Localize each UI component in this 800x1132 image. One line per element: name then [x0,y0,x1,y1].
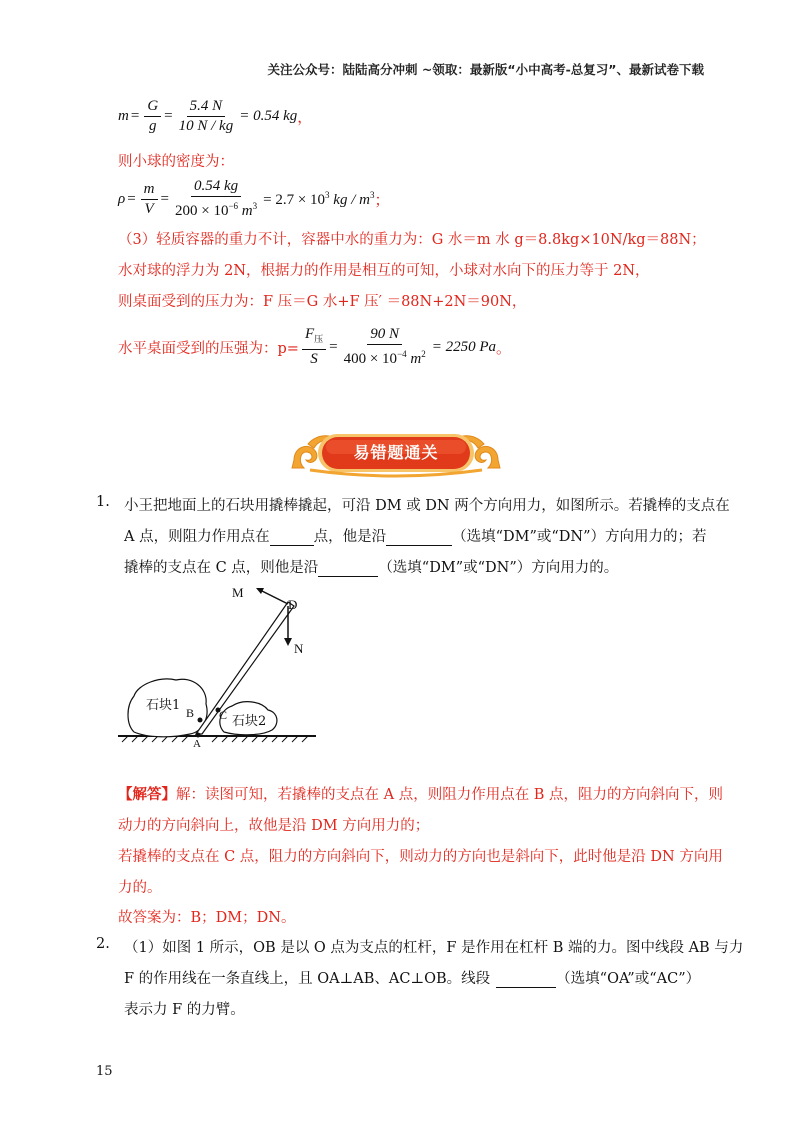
q1-line2: A 点，则阻力作用点在 点，他是沿 （选填“DM”或“DN”）方向用力的；若 [124,529,707,545]
denominator: $400 \times 10^{-4}$ $m^2$ [343,349,426,367]
arrowhead-n [284,638,292,646]
label-c: C [219,708,228,722]
formula-result: = $2.7 \times 10^3$ kg / $m^3$ [263,189,375,208]
numerator: $F_压$ [302,326,326,350]
denominator: S [310,351,318,367]
answer-line1: 【解答】解：读图可知，若撬棒的支点在 A 点，则阻力作用点在 B 点，阻力的方向斜向下，则 [118,786,724,803]
numerator: 0.54 kg [191,178,241,197]
part3-line3: 则桌面受到的压力为：F 压＝G 水+F 压′ ＝88N+2N＝90N， [118,294,527,310]
q1-line3: 撬棒的支点在 C 点，则他是沿 （选填“DM”或“DN”）方向用力的。 [124,560,619,576]
rock2-label: 石块2 [232,714,267,729]
rock1-label: 石块1 [146,698,181,713]
numerator: 90 N [367,326,402,345]
answer-tag: 【解答】 [118,786,176,803]
part3-line2: 水对球的浮力为 2N，根据力的作用是相互的可知，小球对水向下的压力等于 2N， [118,263,650,279]
numerator: 5.4 N [187,98,226,117]
page-number: 15 [96,1064,113,1079]
label-a: A [193,738,201,750]
answer-blank[interactable] [496,969,556,988]
formula-tail: ； [374,192,390,209]
formula-result: = 0.54 kg [239,108,298,124]
pressure-intro: 水平桌面受到的压强为：p= [118,340,299,357]
answer-line3: 若撬棒的支点在 C 点，阻力的方向斜向下，则动力的方向也是斜向下，此时他是沿 DN 方向用 [118,849,723,865]
answer-line2: 动力的方向斜向上，故他是沿 DM 方向用力的； [118,818,430,834]
formula-tail: 。 [496,340,512,357]
label-n: N [294,641,304,656]
q1-line1: 小王把地面上的石块用撬棒撬起，可沿 DM 或 DN 两个方向用力，如图所示。若撬棒的支点在 [124,498,730,514]
point-b [198,718,203,723]
formula-lhs: m [118,108,129,124]
dm-arrow [260,590,288,604]
fraction [144,98,161,135]
fraction [341,326,429,368]
formula-tail: ， [297,110,313,126]
banner-title: 易错题通关 [353,443,439,462]
formula-lhs: ρ [118,190,126,207]
pressure-formula: 水平桌面受到的压强为：p= $\frac{F_压}{S}$ = $\frac{90 N}{400 \times 10^{-4} m^2}$ = 2250 Pa 。 [118,326,512,367]
denominator: g [148,118,157,134]
equals-sign: = [164,108,173,124]
denominator: V [144,200,154,217]
density-formula: ρ = $\frac{m}{V}$ = $\frac{0.54 kg}{200 \times 10^{-6} m^3}$ = $2.7 \times 10^3$ kg / $m^3$ ； [118,178,390,219]
fraction [302,326,326,368]
equals-sign: = [130,108,140,124]
question-number: 1. [96,494,110,510]
mass-formula [118,98,312,135]
denominator: $200 \times 10^{-6}$ $m^3$ [174,201,258,219]
fraction [176,98,237,135]
numerator: G [144,98,161,117]
answer-blank[interactable] [386,527,452,546]
formula-result: = 2250 Pa [431,338,497,355]
answer-final: 故答案为：B；DM；DN。 [118,910,296,926]
numerator: m [141,181,158,200]
q2-line2: F 的作用线在一条直线上，且 OA⊥AB、AC⊥OB。线段 （选填“OA”或“AC”） [124,971,701,987]
denominator: 10 N / kg [178,118,234,134]
section-banner [288,422,504,480]
label-d: D [288,597,298,612]
answer-line4: 力的。 [118,880,162,896]
fraction [141,181,158,218]
page-header: 关注公众号：陆陆高分冲刺 ~领取：最新版“小中高考-总复习”、最新试卷下载 [267,62,704,77]
part3-line1: （3）轻质容器的重力不计，容器中水的重力为：G 水＝m 水 g＝8.8kg×10N/kg＝88N； [118,232,706,248]
density-intro: 则小球的密度为： [118,154,234,170]
label-b: B [186,706,195,720]
answer-blank[interactable] [270,527,314,546]
label-m: M [232,585,244,600]
fraction [172,178,260,220]
q2-line3: 表示力 F 的力臂。 [124,1002,245,1018]
q2-line1: （1）如图 1 所示，OB 是以 O 点为支点的杠杆，F 是作用在杠杆 B 端的力。图中线段 AB 与力 [124,940,744,956]
point-a [196,733,201,738]
question-number: 2. [96,936,110,952]
answer-blank[interactable] [318,558,378,577]
